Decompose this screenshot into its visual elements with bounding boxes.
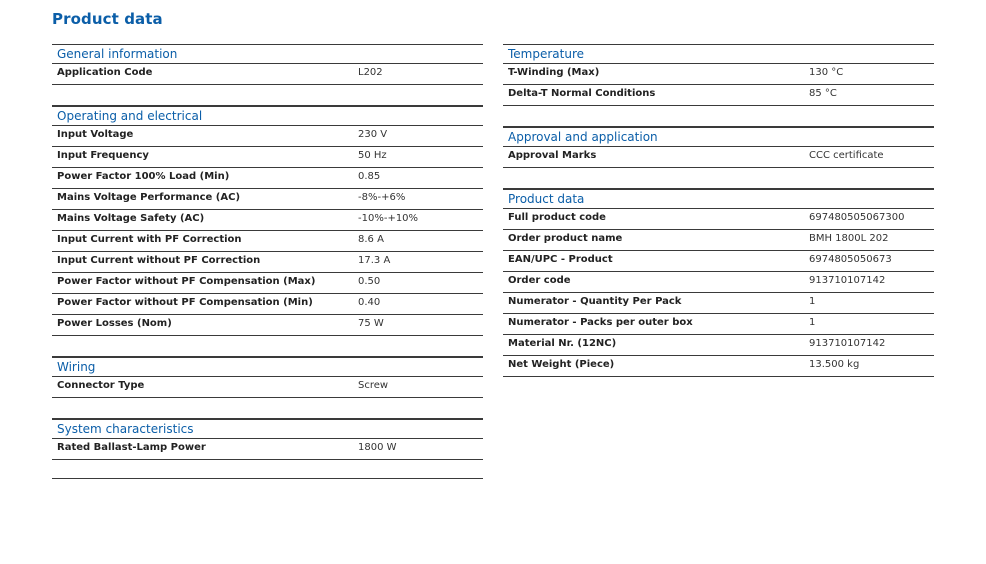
table-row xyxy=(52,126,483,147)
row-value: 17.3 A xyxy=(358,255,391,266)
table-row xyxy=(503,209,934,230)
row-value: 13.500 kg xyxy=(809,359,860,370)
section-wiring xyxy=(52,357,483,419)
row-label: Approval Marks xyxy=(508,150,597,161)
row-label: Input Current without PF Correction xyxy=(57,255,261,266)
section-title: General information xyxy=(57,47,178,61)
table-row xyxy=(503,230,934,251)
row-value: 130 °C xyxy=(809,67,844,78)
table-row xyxy=(503,251,934,272)
row-label: Input Frequency xyxy=(57,150,149,161)
table-row xyxy=(503,293,934,314)
table-row xyxy=(52,231,483,252)
page-title: Product data xyxy=(52,10,163,28)
row-label: Power Factor without PF Compensation (Max) xyxy=(57,276,316,287)
section-header xyxy=(52,44,483,64)
section-header xyxy=(52,419,483,439)
table-row xyxy=(52,189,483,210)
left-column xyxy=(52,44,483,460)
row-value: 0.40 xyxy=(358,297,381,308)
row-label: EAN/UPC - Product xyxy=(508,254,613,265)
row-value: 6974805050673 xyxy=(809,254,892,265)
section-header xyxy=(52,357,483,377)
row-value: 913710107142 xyxy=(809,338,886,349)
section-header xyxy=(52,106,483,126)
table-row xyxy=(503,314,934,335)
table-row xyxy=(52,294,483,315)
table-row xyxy=(503,64,934,85)
table-row xyxy=(503,335,934,356)
row-label: Full product code xyxy=(508,212,606,223)
row-label: T-Winding (Max) xyxy=(508,67,600,78)
row-label: Material Nr. (12NC) xyxy=(508,338,617,349)
table-row xyxy=(52,315,483,336)
row-value: Screw xyxy=(358,380,389,391)
row-label: Application Code xyxy=(57,67,153,78)
row-value: 8.6 A xyxy=(358,234,384,245)
section-title: Approval and application xyxy=(508,130,658,144)
section-operating-electrical xyxy=(52,106,483,357)
row-value: 75 W xyxy=(358,318,384,329)
table-row xyxy=(52,147,483,168)
row-label: Input Current with PF Correction xyxy=(57,234,242,245)
row-label: Power Factor 100% Load (Min) xyxy=(57,171,230,182)
table-row xyxy=(52,168,483,189)
row-label: Power Factor without PF Compensation (Min) xyxy=(57,297,313,308)
row-value: L202 xyxy=(358,67,383,78)
section-temperature xyxy=(503,44,934,127)
row-label: Connector Type xyxy=(57,380,145,391)
row-value: 50 Hz xyxy=(358,150,387,161)
section-title: Wiring xyxy=(57,360,96,374)
row-value: 1800 W xyxy=(358,442,397,453)
row-label: Mains Voltage Performance (AC) xyxy=(57,192,241,203)
section-spacer xyxy=(503,168,934,189)
row-label: Numerator - Packs per outer box xyxy=(508,317,693,328)
right-column xyxy=(503,44,934,377)
row-value: 0.50 xyxy=(358,276,381,287)
section-title: System characteristics xyxy=(57,422,194,436)
table-row xyxy=(52,64,483,85)
row-value: -10%-+10% xyxy=(358,213,419,224)
section-spacer xyxy=(52,398,483,419)
table-row xyxy=(52,273,483,294)
section-general-information xyxy=(52,44,483,106)
section-spacer xyxy=(503,106,934,127)
section-spacer xyxy=(52,336,483,357)
row-label: Input Voltage xyxy=(57,129,134,140)
row-value: -8%-+6% xyxy=(358,192,406,203)
table-row xyxy=(503,272,934,293)
section-header xyxy=(503,189,934,209)
section-title: Product data xyxy=(508,192,585,206)
section-system-characteristics xyxy=(52,419,483,460)
row-label: Power Losses (Nom) xyxy=(57,318,172,329)
row-value: CCC certificate xyxy=(809,150,884,161)
row-label: Mains Voltage Safety (AC) xyxy=(57,213,205,224)
row-label: Order product name xyxy=(508,233,623,244)
section-header xyxy=(503,127,934,147)
row-label: Rated Ballast-Lamp Power xyxy=(57,442,206,453)
row-value: 1 xyxy=(809,317,816,328)
row-value: 697480505067300 xyxy=(809,212,905,223)
row-label: Order code xyxy=(508,275,571,286)
section-product-data xyxy=(503,189,934,377)
row-value: 1 xyxy=(809,296,816,307)
row-label: Numerator - Quantity Per Pack xyxy=(508,296,682,307)
row-value: 85 °C xyxy=(809,88,837,99)
section-title: Temperature xyxy=(508,47,585,61)
section-title: Operating and electrical xyxy=(57,109,203,123)
table-row xyxy=(52,210,483,231)
table-row xyxy=(52,377,483,398)
row-value: 230 V xyxy=(358,129,388,140)
table-row xyxy=(503,356,934,377)
table-row xyxy=(503,85,934,106)
row-value: 0.85 xyxy=(358,171,381,182)
row-label: Net Weight (Piece) xyxy=(508,359,615,370)
section-spacer xyxy=(52,85,483,106)
row-value: 913710107142 xyxy=(809,275,886,286)
section-approval-application xyxy=(503,127,934,189)
table-row xyxy=(503,147,934,168)
row-value: BMH 1800L 202 xyxy=(809,233,889,244)
table-end-divider xyxy=(52,478,483,479)
row-label: Delta-T Normal Conditions xyxy=(508,88,656,99)
table-row xyxy=(52,252,483,273)
section-header xyxy=(503,44,934,64)
table-row xyxy=(52,439,483,460)
